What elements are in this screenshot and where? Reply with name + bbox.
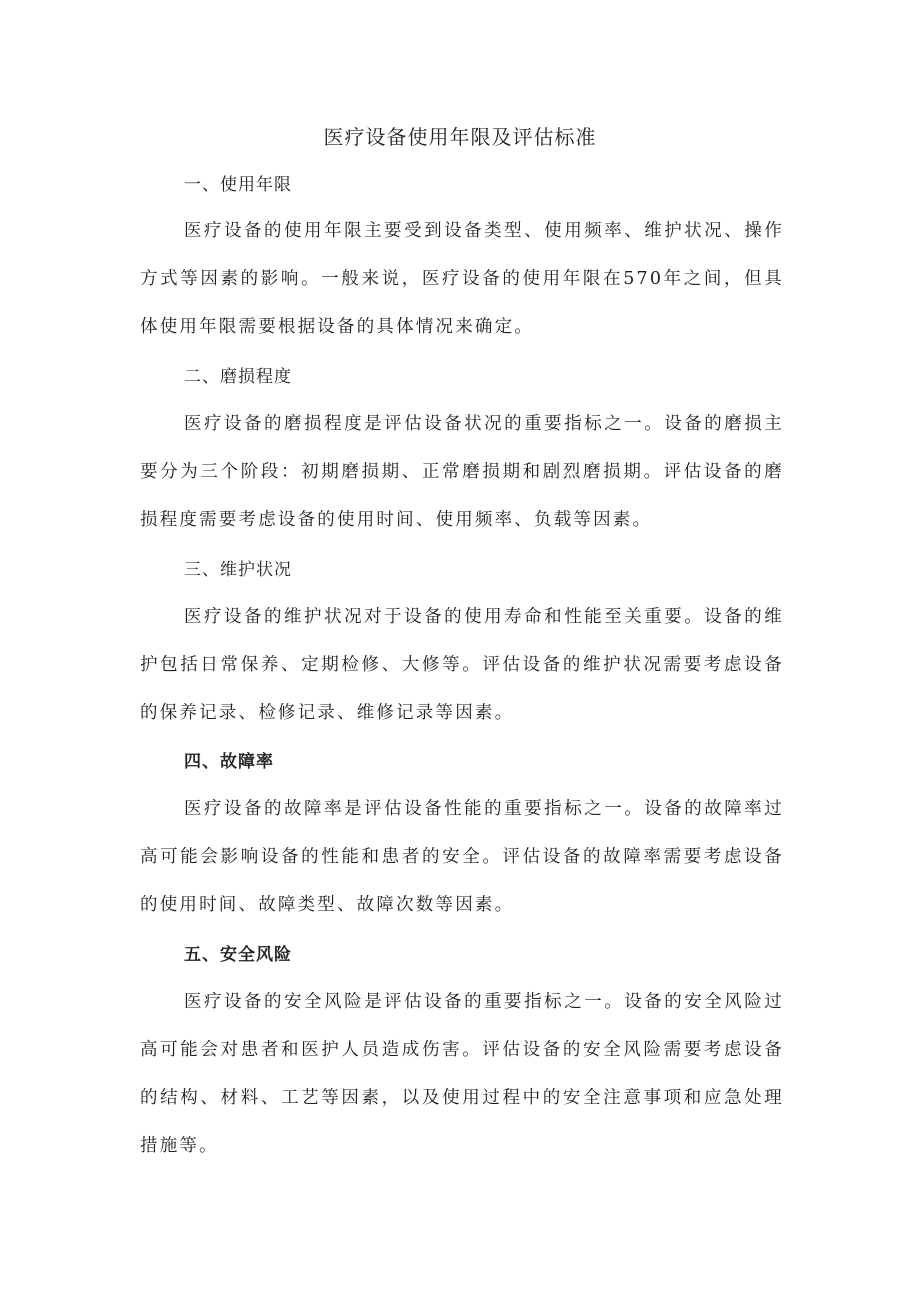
section-body-service-life: 医疗设备的使用年限主要受到设备类型、使用频率、维护状况、操作方式等因素的影响。一般来说，医疗设备的使用年限在570年之间，但具体使用年限需要根据设备的具体情况来确定。 bbox=[140, 221, 784, 337]
section-heading-safety-risk: 五、安全风险 bbox=[184, 945, 292, 965]
section-heading-failure-rate: 四、故障率 bbox=[184, 752, 274, 772]
section-body-wear-degree: 医疗设备的磨损程度是评估设备状况的重要指标之一。设备的磨损主要分为三个阶段：初期磨损期、正常磨损期和剧烈磨损期。评估设备的磨损程度需要考虑设备的使用时间、使用频率、负载等因素。 bbox=[140, 414, 784, 530]
section-body-safety-risk: 医疗设备的安全风险是评估设备的重要指标之一。设备的安全风险过高可能会对患者和医护人员造成伤害。评估设备的安全风险需要考虑设备的结构、材料、工艺等因素，以及使用过程中的安全注意事项和应急处理措施等。 bbox=[140, 992, 784, 1156]
section-body-maintenance: 医疗设备的维护状况对于设备的使用寿命和性能至关重要。设备的维护包括日常保养、定期检修、大修等。评估设备的维护状况需要考虑设备的保养记录、检修记录、维修记录等因素。 bbox=[140, 607, 784, 723]
section-heading-wear-degree: 二、磨损程度 bbox=[184, 367, 292, 387]
section-heading-service-life: 一、使用年限 bbox=[184, 175, 292, 195]
section-body-failure-rate: 医疗设备的故障率是评估设备性能的重要指标之一。设备的故障率过高可能会影响设备的性能和患者的安全。评估设备的故障率需要考虑设备的使用时间、故障类型、故障次数等因素。 bbox=[140, 799, 784, 915]
document-title: 医疗设备使用年限及评估标准 bbox=[323, 125, 597, 149]
section-heading-maintenance: 三、维护状况 bbox=[184, 560, 292, 580]
